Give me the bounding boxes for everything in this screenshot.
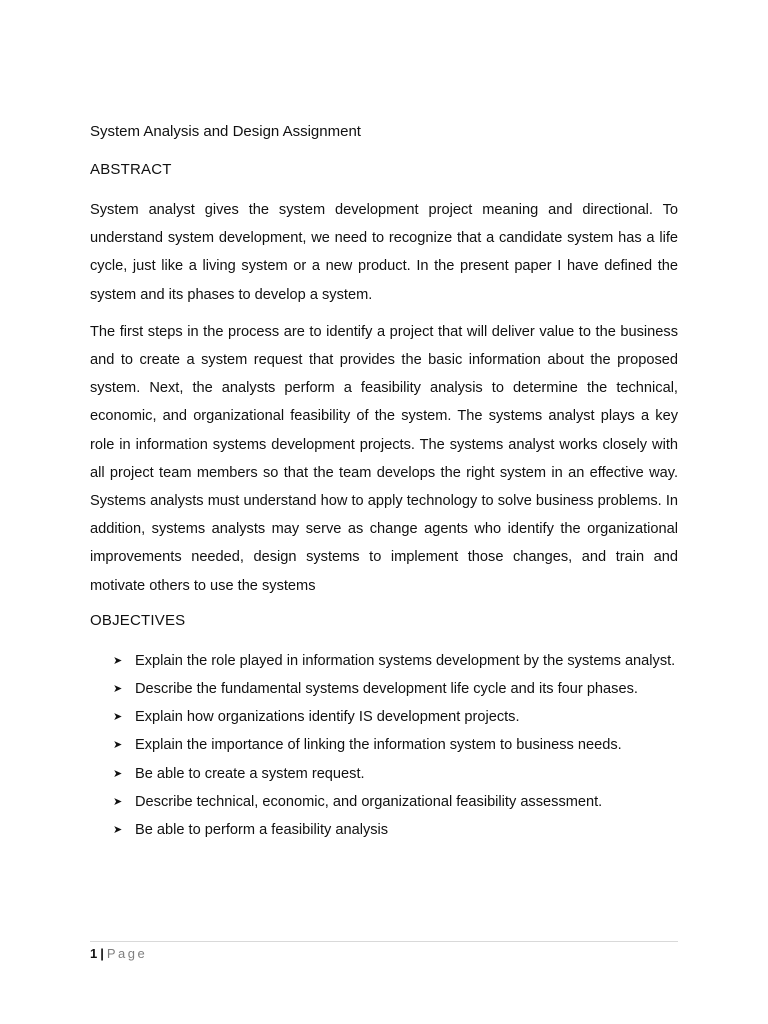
right-arrowhead-icon: ➤ — [113, 739, 123, 752]
objective-text: Explain the importance of linking the information system to business needs. — [135, 737, 622, 754]
objectives-list — [90, 647, 678, 844]
document-body — [90, 120, 678, 844]
objective-text: Explain how organizations identify IS development projects. — [135, 709, 520, 726]
objective-item — [113, 788, 678, 816]
abstract-paragraph-1: System analyst gives the system development project meaning and directional. To understand system development, we need to recognize that a candidate system has a life cycle, just like a living system or a new product. In the present paper I have defined the system and its phases to develop a system. — [90, 202, 678, 303]
right-arrowhead-icon: ➤ — [113, 767, 123, 780]
objective-text: Be able to perform a feasibility analysis — [135, 822, 389, 839]
page-number: 1 — [90, 946, 98, 961]
objectives-heading: OBJECTIVES — [90, 611, 186, 629]
objective-item — [113, 816, 678, 844]
page-footer — [90, 941, 678, 964]
objective-item — [113, 675, 678, 703]
abstract-paragraph-2: The first steps in the process are to identify a project that will deliver value to the business and to create a system request that provides the basic information about the proposed system. Next, the analysts perform a feasibility analysis to determine the technical, economic, and organizational feasibility of the system. The systems analyst plays a key role in information systems development projects. The systems analyst works closely with all project team members so that the team develops the right system in an effective way. Systems analysts must understand how to apply technology to solve business problems. In addition, systems analysts may serve as change agents who identify the organizational improvements needed, design systems to implement those changes, and train and motivate others to use the systems — [90, 323, 678, 594]
objective-item — [113, 731, 678, 759]
right-arrowhead-icon: ➤ — [113, 824, 123, 837]
objective-text: Be able to create a system request. — [135, 765, 365, 782]
objective-text: Describe technical, economic, and organizational feasibility assessment. — [135, 793, 603, 810]
document-title: System Analysis and Design Assignment — [90, 123, 361, 140]
right-arrowhead-icon: ➤ — [113, 683, 123, 696]
objective-text: Explain the role played in information systems development by the systems analyst. — [135, 652, 676, 669]
page-separator: | — [100, 946, 104, 961]
objective-item — [113, 703, 678, 731]
abstract-heading: ABSTRACT — [90, 161, 172, 178]
objective-item — [113, 760, 678, 788]
right-arrowhead-icon: ➤ — [113, 654, 123, 667]
objective-text: Describe the fundamental systems development life cycle and its four phases. — [135, 681, 638, 698]
right-arrowhead-icon: ➤ — [113, 795, 123, 808]
right-arrowhead-icon: ➤ — [113, 711, 123, 724]
page-label: Page — [106, 946, 148, 961]
objective-item — [113, 647, 678, 675]
